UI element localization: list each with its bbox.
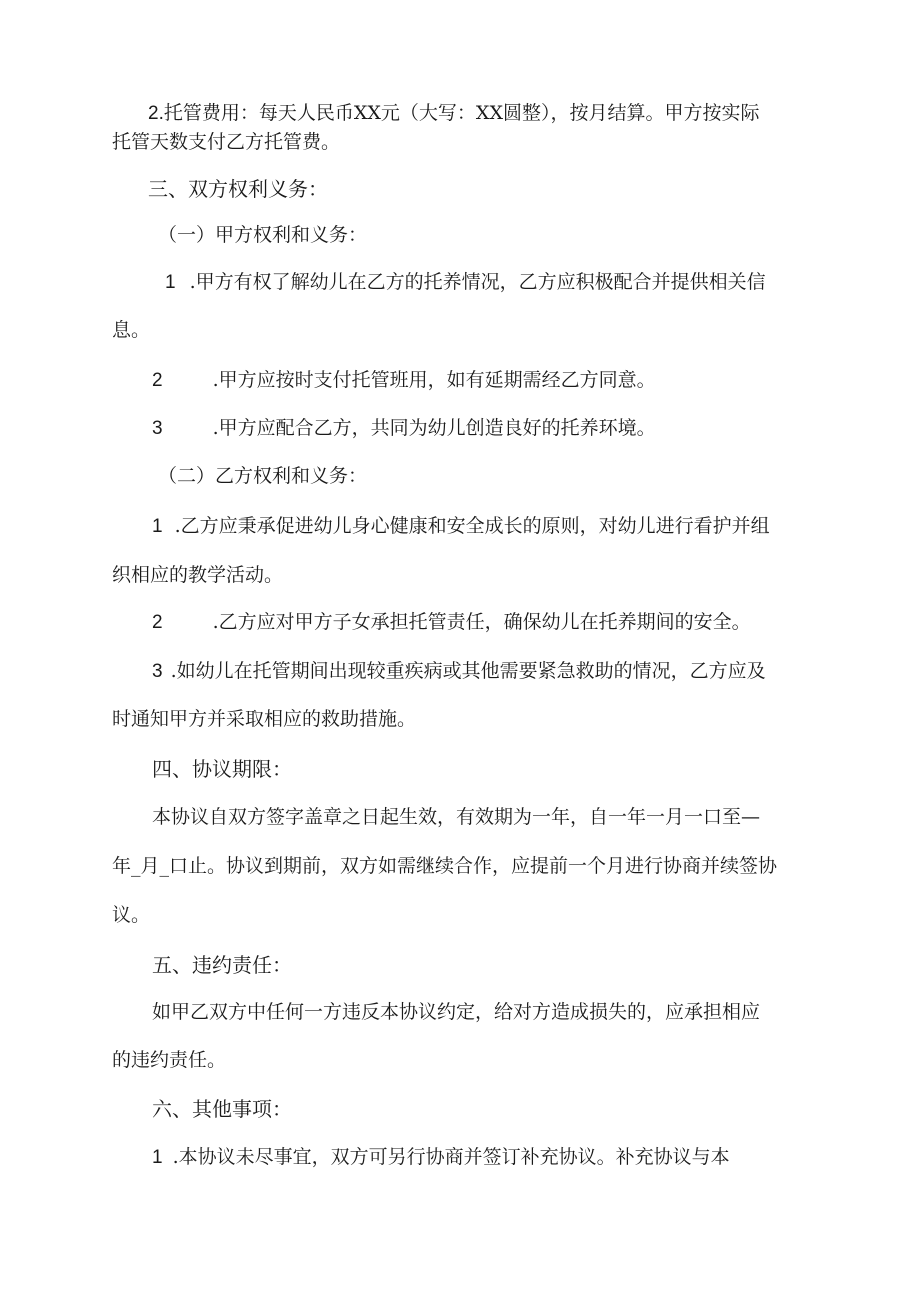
party-b-item-3-number: 3 — [152, 661, 163, 682]
party-a-item-1-line-2: 息。 — [112, 319, 151, 341]
party-a-item-1-number: 1 — [165, 272, 176, 293]
party-b-item-1-line-1 — [152, 514, 770, 539]
section-3-title: 三、双方权利义务： — [148, 177, 328, 201]
section-5-line-2: 的违约责任。 — [112, 1049, 227, 1071]
party-b-item-3-line-1 — [152, 659, 766, 684]
party-b-item-2-text: .乙方应对甲方子女承担托管责任，确保幼儿在托养期间的安全。 — [212, 611, 751, 633]
fee-clause-text-1: 托管费用：每天人民币XX元（大写：XX圆整），按月结算。甲方按实际 — [163, 102, 760, 124]
party-b-item-3-text: .如幼儿在托管期间出现较重疾病或其他需要紧急救助的情况，乙方应及 — [170, 660, 766, 682]
party-b-item-1-text: .乙方应秉承促进幼儿身心健康和安全成长的原则，对幼儿进行看护并组 — [174, 515, 770, 537]
section-4-line-3: 议。 — [112, 904, 151, 926]
section-6-item-1-text: .本协议未尽事宜，双方可另行协商并签订补充协议。补充协议与本 — [172, 1146, 730, 1168]
section-5-title: 五、违约责任： — [152, 953, 292, 977]
section-5-line-1: 如甲乙双方中任何一方违反本协议约定，给对方造成损失的，应承担相应 — [152, 1001, 761, 1023]
section-4-title: 四、协议期限： — [152, 757, 292, 781]
fee-clause-line-2: 托管天数支付乙方托管费。 — [112, 131, 341, 153]
party-b-item-2-number: 2 — [152, 612, 163, 633]
section-6-item-1-number: 1 — [152, 1147, 163, 1168]
party-a-item-1-text: .甲方有权了解幼儿在乙方的托养情况，乙方应积极配合并提供相关信 — [189, 271, 766, 293]
fee-clause-number: 2. — [148, 103, 164, 124]
party-a-item-2-text: .甲方应按时支付托管班用，如有延期需经乙方同意。 — [212, 369, 656, 391]
section-6-item-1-line-1 — [152, 1145, 730, 1170]
section-4-line-2: 年_月_口止。协议到期前，双方如需继续合作，应提前一个月进行协商并续签协 — [112, 855, 778, 877]
fee-clause-line-1 — [148, 101, 759, 126]
party-b-item-1-number: 1 — [152, 516, 163, 537]
party-b-item-2-line-1 — [152, 610, 751, 635]
party-a-item-1-line-1 — [165, 270, 766, 295]
party-b-item-1-line-2: 织相应的教学活动。 — [112, 564, 284, 586]
party-a-item-2-number: 2 — [152, 370, 163, 391]
section-4-line-1: 本协议自双方签字盖章之日起生效，有效期为一年，自一年一月一口至— — [152, 806, 761, 828]
party-a-item-2-line-1 — [152, 368, 656, 393]
party-a-item-3-line-1 — [152, 416, 656, 441]
party-a-item-3-text: .甲方应配合乙方，共同为幼儿创造良好的托养环境。 — [212, 417, 656, 439]
party-a-item-3-number: 3 — [152, 418, 163, 439]
section-6-title: 六、其他事项： — [152, 1097, 292, 1121]
party-b-item-3-line-2: 时通知甲方并采取相应的救助措施。 — [112, 708, 417, 730]
party-b-subtitle: （二）乙方权利和义务： — [158, 465, 368, 487]
party-a-subtitle: （一）甲方权利和义务： — [158, 224, 368, 246]
